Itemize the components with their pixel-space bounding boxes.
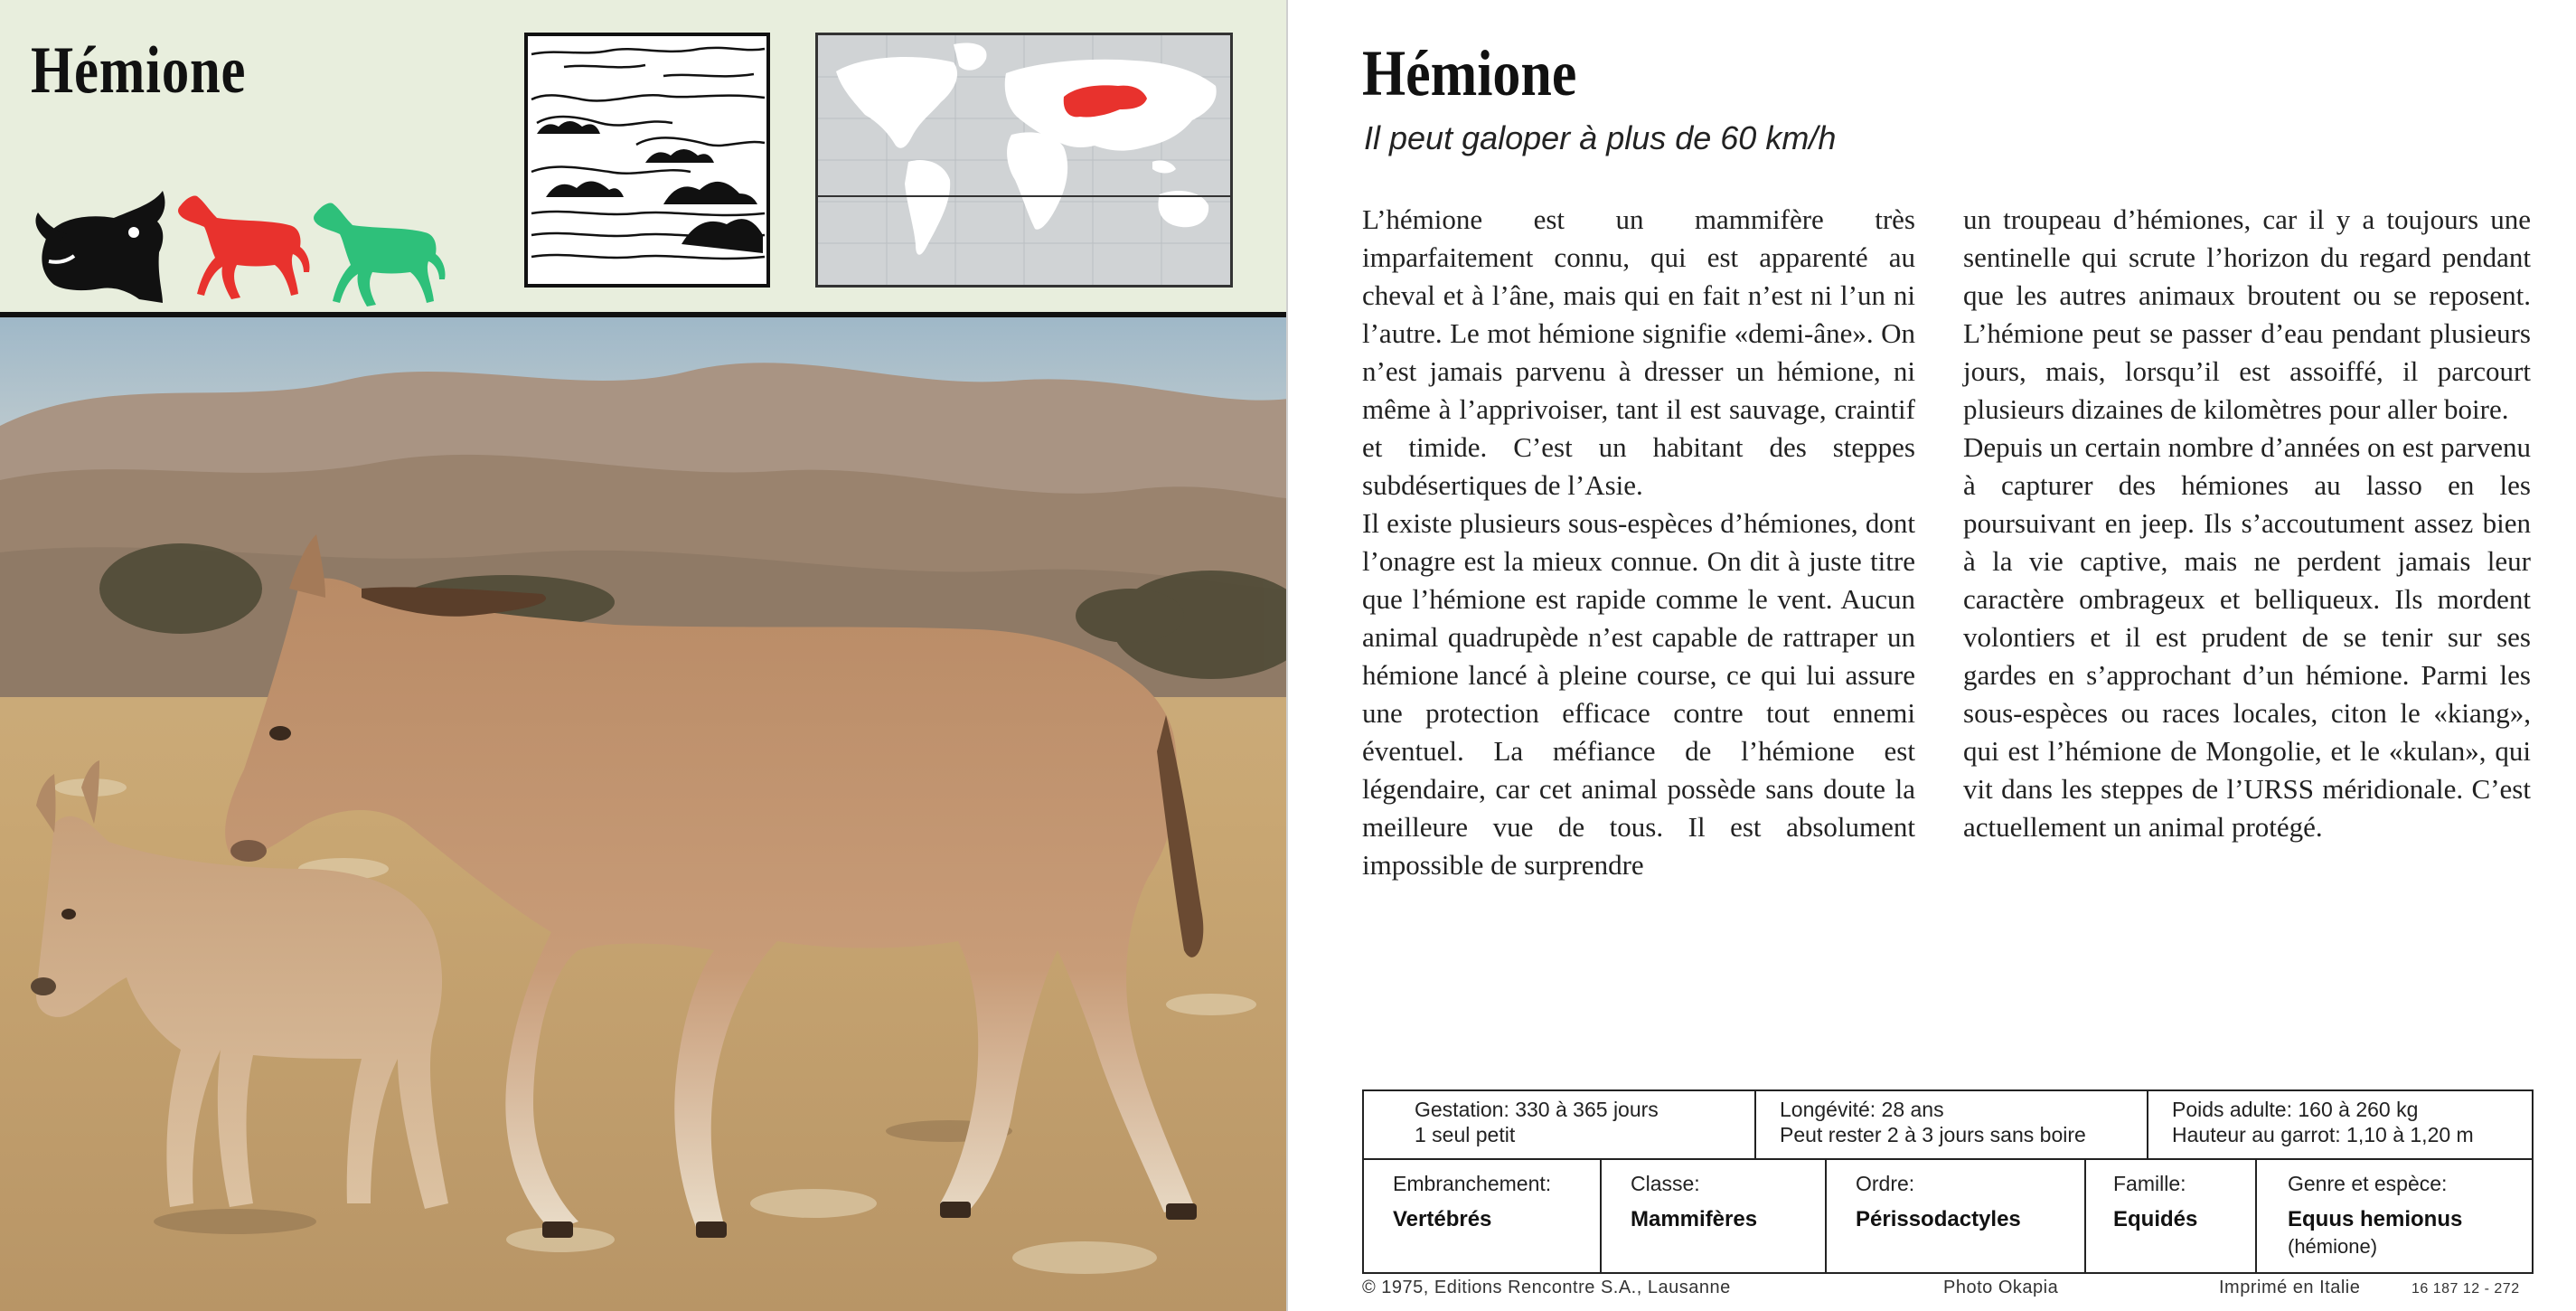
photo-credit: Photo Okapia bbox=[1943, 1278, 2059, 1297]
range-map bbox=[815, 33, 1233, 288]
taxonomy-cell-species bbox=[2257, 1160, 2532, 1272]
phylum-label: Embranchement: bbox=[1393, 1172, 1552, 1195]
fact-cell-weight bbox=[2148, 1091, 2532, 1158]
family-label: Famille: bbox=[2113, 1172, 2186, 1195]
horse-silhouette-green-icon bbox=[314, 203, 446, 307]
fact-cell-gestation bbox=[1364, 1091, 1756, 1158]
copyright-text: © 1975, Editions Rencontre S.A., Lausanne bbox=[1362, 1278, 1731, 1297]
text-column-2 bbox=[1963, 201, 2531, 846]
article-subtitle: Il peut galoper à plus de 60 km/h bbox=[1364, 119, 1837, 156]
printed-in: Imprimé en Italie bbox=[2219, 1278, 2361, 1297]
category-silhouettes bbox=[27, 185, 452, 312]
species-value: Equus hemionus bbox=[2288, 1207, 2463, 1231]
steppe-landscape-icon bbox=[528, 36, 766, 284]
card-code: 16 187 12 - 272 bbox=[2411, 1281, 2520, 1297]
card-title: Hémione bbox=[31, 33, 247, 108]
water-text: Peut rester 2 à 3 jours sans boire bbox=[1780, 1123, 2086, 1146]
habitat-illustration bbox=[524, 33, 770, 288]
weight-text: Poids adulte: 160 à 260 kg bbox=[2172, 1098, 2419, 1121]
taxonomy-row bbox=[1364, 1160, 2532, 1272]
article-title: Hémione bbox=[1362, 37, 1577, 109]
back-card bbox=[1288, 0, 2576, 1311]
photo-illustration bbox=[0, 317, 1288, 1311]
species-common-name: (hémione) bbox=[2288, 1235, 2378, 1258]
text-column-1 bbox=[1362, 201, 1915, 884]
height-text: Hauteur au garrot: 1,10 à 1,20 m bbox=[2172, 1123, 2474, 1146]
paragraph: Depuis un certain nombre d’années on est parvenu à capturer des hémiones au lasso en les poursuivant en jeep. Ils s’accoutument assez bien à la vie captive, mais ne perdent jamais leur caractère ombrageux et belliqueux. Ils mordent volontiers et il est prudent de se tenir sur ses gardes en s’approchant d’un hémione. Parmi les sous-espèces ou races locales, citon le «kiang», qui est l’hémione de Mongolie, et le «kulan», qui vit dans les steppes de l’URSS méridionale. C’est actuellement un animal protégé. bbox=[1963, 431, 2531, 843]
world-range-map bbox=[818, 35, 1230, 285]
taxonomy-cell-phylum bbox=[1364, 1160, 1602, 1272]
paragraph: L’hémione est un mammifère très imparfaitement connu, qui est apparenté au cheval et à l’âne, mais qui en fait n’est ni l’un ni l’autre. Le mot hémione signifie «demi-âne». On n’est jamais parvenu à dresser un hémione, ni même à l’apprivoiser, tant il est sauvage, craintif et timide. C’est un habitant des steppes subdésertiques de l’Asie. bbox=[1362, 203, 1915, 501]
gestation-text: Gestation: 330 à 365 jours bbox=[1415, 1098, 1659, 1121]
offspring-text: 1 seul petit bbox=[1415, 1123, 1516, 1146]
order-value: Périssodactyles bbox=[1856, 1207, 2021, 1231]
phylum-value: Vertébrés bbox=[1393, 1207, 1492, 1231]
taxonomy-cell-family bbox=[2086, 1160, 2257, 1272]
cow-silhouette-icon bbox=[35, 191, 165, 303]
taxonomy-cell-class bbox=[1602, 1160, 1827, 1272]
fact-row bbox=[1364, 1091, 2532, 1160]
hemione-photo bbox=[0, 317, 1288, 1311]
paragraph: Il existe plusieurs sous-espèces d’hémiones, dont l’onagre est la mieux connue. On dit à juste titre que l’hémione est rapide comme le vent. Aucun animal quadrupède n’est capable de rattraper un hémione lancé à pleine course, ce qui lui assure une protection efficace contre tout ennemi éventuel. La méfiance de l’hémione est légendaire, car cet animal possède sans doute la meilleure vue de tous. Il est absolument impossible de surprendre bbox=[1362, 507, 1915, 881]
family-value: Equidés bbox=[2113, 1207, 2198, 1231]
class-label: Classe: bbox=[1631, 1172, 1700, 1195]
order-label: Ordre: bbox=[1856, 1172, 1915, 1195]
taxonomy-cell-order bbox=[1827, 1160, 2086, 1272]
fact-cell-longevity bbox=[1756, 1091, 2148, 1158]
species-label: Genre et espèce: bbox=[2288, 1172, 2448, 1195]
horse-silhouette-red-icon bbox=[178, 195, 310, 299]
fact-table bbox=[1362, 1089, 2534, 1274]
class-value: Mammifères bbox=[1631, 1207, 1758, 1231]
longevity-text: Longévité: 28 ans bbox=[1780, 1098, 1944, 1121]
paragraph: un troupeau d’hémiones, car il y a toujours une sentinelle qui scrute l’horizon du regard pendant que les autres animaux broutent ou se reposent. L’hémione peut se passer d’eau pendant plusieurs jours, mais, lorsqu’il est assoiffé, il parcourt plusieurs dizaines de kilomètres pour aller boire. bbox=[1963, 203, 2531, 425]
